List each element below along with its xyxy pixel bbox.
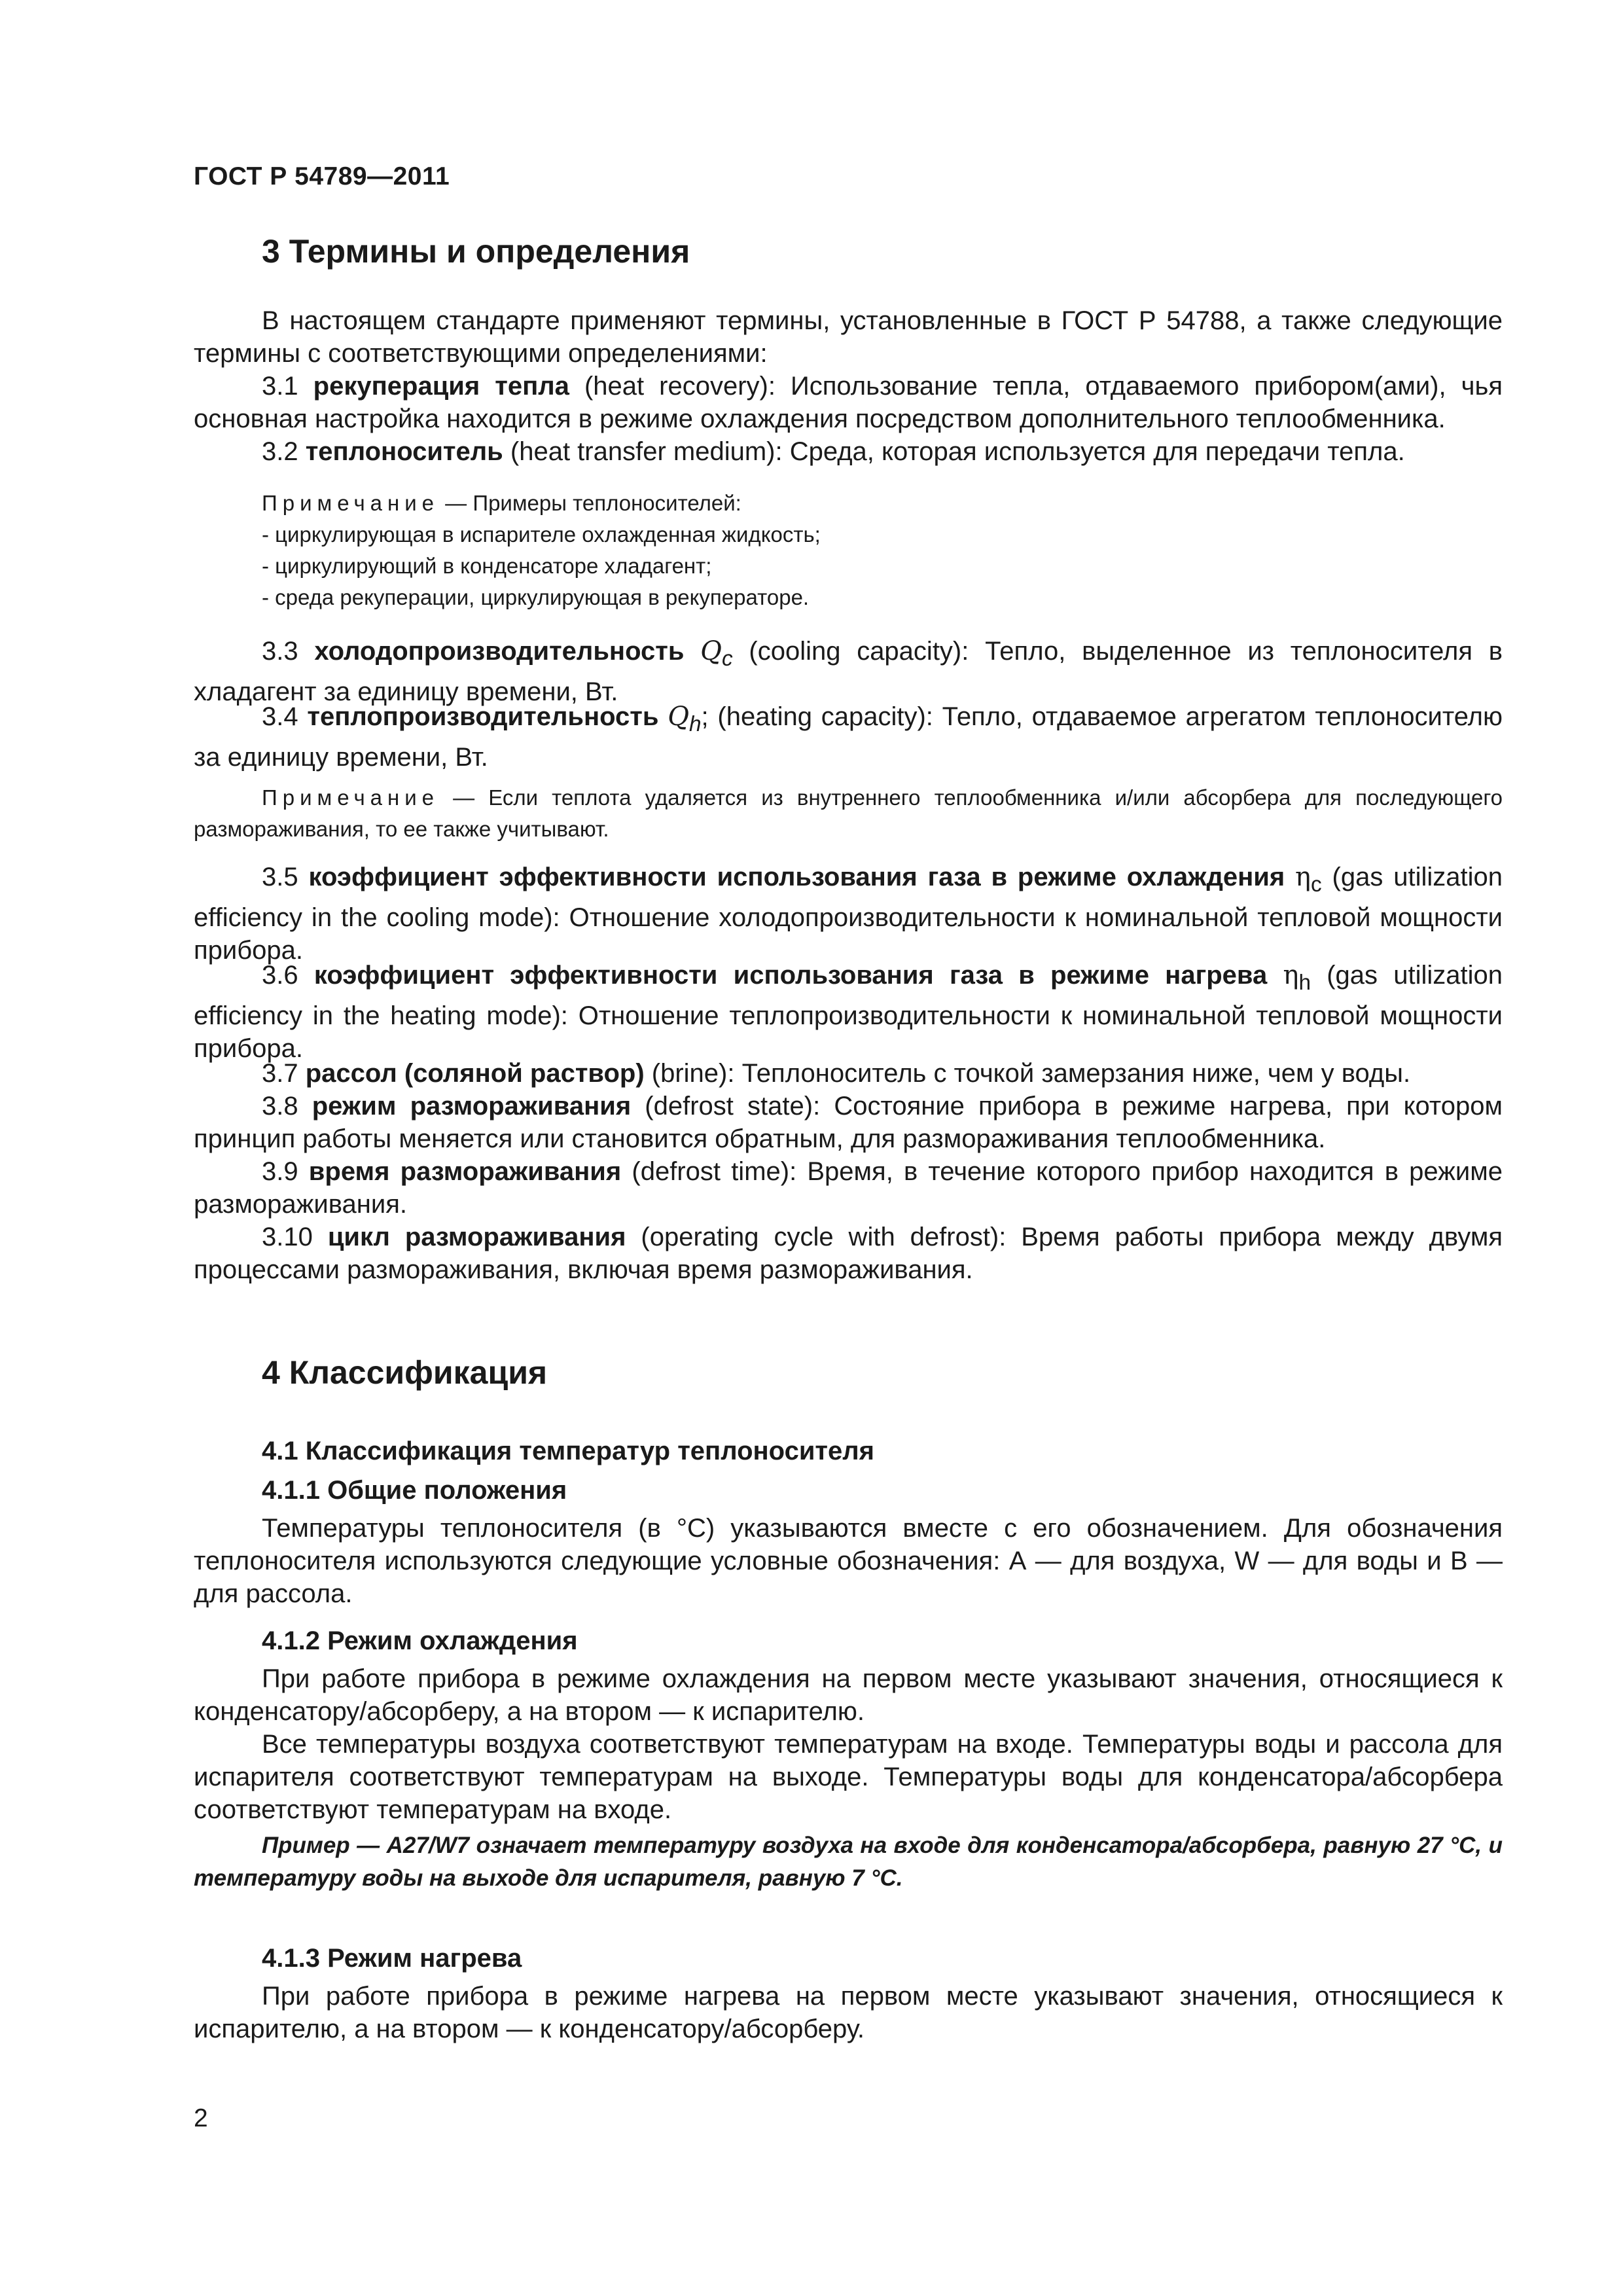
subsection-4-1-1-title: 4.1.1 Общие положения xyxy=(262,1476,567,1505)
paragraph-4-1-2-b: Все температуры воздуха соответствуют температурам на входе. Температуры воды и рассола для испарителя соответствуют температурам на выходе. Температуры воды для конденсатора/абсорбера соответствуют температурам на входе. xyxy=(194,1730,1503,1824)
paragraph-4-1-2-a: При работе прибора в режиме охлаждения на первом месте указывают значения, относящиеся к конденсатору/абсорберу, а на втором — к испарителю. xyxy=(194,1664,1503,1726)
page-number: 2 xyxy=(194,2104,208,2132)
note-2: Примечание — Если теплота удаляется из внутреннего теплообменника и/или абсорбера для последующего размораживания, то ее также учитывают. xyxy=(194,785,1503,841)
term-3-3: 3.3 холодопроизводительность $Q_c$ (cooling capacity): Тепло, выделенное из теплоносителя в хладагент за единицу времени, Вт. xyxy=(194,636,1503,706)
term-3-7: 3.7 рассол (соляной раствор) (brine): Теплоноситель с точкой замерзания ниже, чем у воды. xyxy=(262,1059,1411,1088)
subsection-4-1-2-title: 4.1.2 Режим охлаждения xyxy=(262,1626,578,1655)
note-1-item: - циркулирующая в испарителе охлажденная жидкость; xyxy=(262,522,821,547)
term-3-10: 3.10 цикл размораживания (operating cycle with defrost): Время работы прибора между двумя процессами размораживания, включая время размораживания. xyxy=(194,1223,1503,1284)
note-1-item: - циркулирующий в конденсаторе хладагент; xyxy=(262,554,712,578)
note-1: Примечание — Примеры теплоносителей: xyxy=(262,491,741,515)
note-1-item: - среда рекуперации, циркулирующая в рекуператоре. xyxy=(262,585,810,609)
paragraph-4-1-3: При работе прибора в режиме нагрева на первом месте указывают значения, относящиеся к испарителю, а на втором — к конденсатору/абсорберу. xyxy=(194,1982,1503,2043)
section-4-title: 4 Классификация xyxy=(262,1354,548,1391)
term-3-5: 3.5 коэффициент эффективности использования газа в режиме охлаждения $\eta_c$ (gas utilization efficiency in the cooling mode): Отношение холодопроизводительности к номинальной тепловой мощности прибора. xyxy=(194,862,1503,965)
subsection-4-1-title: 4.1 Классификация температур теплоносителя xyxy=(262,1437,874,1465)
term-3-9: 3.9 время размораживания (defrost time): Время, в течение которого прибор находится в режиме размораживания. xyxy=(194,1157,1503,1219)
section-3-title: 3 Термины и определения xyxy=(262,233,690,270)
term-3-6: 3.6 коэффициент эффективности использования газа в режиме нагрева $\eta_h$ (gas utilization efficiency in the heating mode): Отношение теплопроизводительности к номинальной тепловой мощности прибора. xyxy=(194,960,1503,1063)
term-3-8: 3.8 режим размораживания (defrost state): Состояние прибора в режиме нагрева, при котором принцип работы меняется или становится обратным, для размораживания теплообменника. xyxy=(194,1092,1503,1153)
section-3-intro: В настоящем стандарте применяют термины, установленные в ГОСТ Р 54788, а также следующие термины с соответствующими определениями: xyxy=(194,306,1503,368)
paragraph-4-1-1: Температуры теплоносителя (в °С) указываются вместе с его обозначением. Для обозначения теплоносителя используются следующие условные обозначения: А — для воздуха, W — для воды и В — для рассола. xyxy=(194,1514,1503,1608)
term-3-1: 3.1 рекуперация тепла (heat recovery): Использование тепла, отдаваемого прибором(ами), чья основная настройка находится в режиме охлаждения посредством дополнительного теплообменника. xyxy=(194,372,1503,433)
document-header: ГОСТ Р 54789—2011 xyxy=(194,162,450,190)
example-text: Пример — A27/W7 означает температуру воздуха на входе для конденсатора/абсорбера, равную 27 °С, и температуру воды на выходе для испарителя, равную 7 °С. xyxy=(194,1833,1503,1891)
subsection-4-1-3-title: 4.1.3 Режим нагрева xyxy=(262,1944,522,1973)
term-3-4: 3.4 теплопроизводительность $Q_h$; (heating capacity): Тепло, отдаваемое агрегатом теплоносителю за единицу времени, Вт. xyxy=(194,702,1503,772)
term-3-2: 3.2 теплоноситель (heat transfer medium): Среда, которая используется для передачи тепла. xyxy=(262,437,1405,466)
